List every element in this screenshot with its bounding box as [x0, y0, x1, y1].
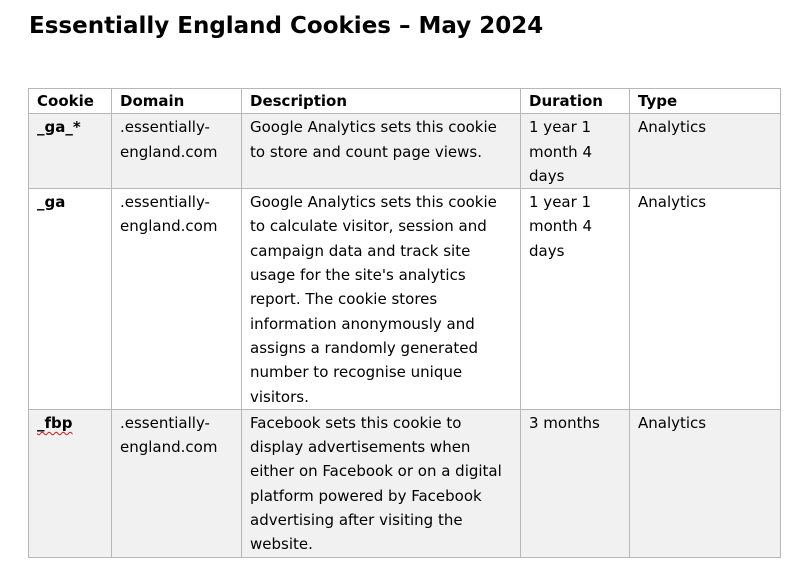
- header-description: Description: [242, 89, 521, 114]
- table-row: [29, 114, 781, 189]
- description-cell: Google Analytics sets this cookie to calculate visitor, session and campaign data and track site usage for the site's analytics report. The cookie stores information anonymously and assigns a randomly generated number to recognise unique visitors.: [242, 189, 521, 410]
- cookie-name-cell: _ga_*: [29, 114, 112, 189]
- description-cell: Google Analytics sets this cookie to store and count page views.: [242, 114, 521, 189]
- cookie-name-cell: [29, 409, 112, 557]
- table-row: [29, 409, 781, 557]
- type-cell: Analytics: [630, 409, 781, 557]
- spellcheck-flagged-word[interactable]: _fbp: [37, 413, 73, 432]
- table-row: [29, 189, 781, 410]
- domain-cell: .essentially-england.com: [112, 409, 242, 557]
- header-cookie: Cookie: [29, 89, 112, 114]
- type-cell: Analytics: [630, 114, 781, 189]
- header-domain: Domain: [112, 89, 242, 114]
- cookies-table: [28, 88, 781, 558]
- domain-cell: .essentially-england.com: [112, 114, 242, 189]
- cookie-name-cell: _ga: [29, 189, 112, 410]
- domain-cell: .essentially-england.com: [112, 189, 242, 410]
- duration-cell: 1 year 1 month 4 days: [521, 189, 630, 410]
- header-type: Type: [630, 89, 781, 114]
- type-cell: Analytics: [630, 189, 781, 410]
- duration-cell: 3 months: [521, 409, 630, 557]
- document-title: Essentially England Cookies – May 2024: [29, 13, 544, 39]
- header-duration: Duration: [521, 89, 630, 114]
- table-header-row: [29, 89, 781, 114]
- duration-cell: 1 year 1 month 4 days: [521, 114, 630, 189]
- description-cell: Facebook sets this cookie to display advertisements when either on Facebook or on a digital platform powered by Facebook advertising after visiting the website.: [242, 409, 521, 557]
